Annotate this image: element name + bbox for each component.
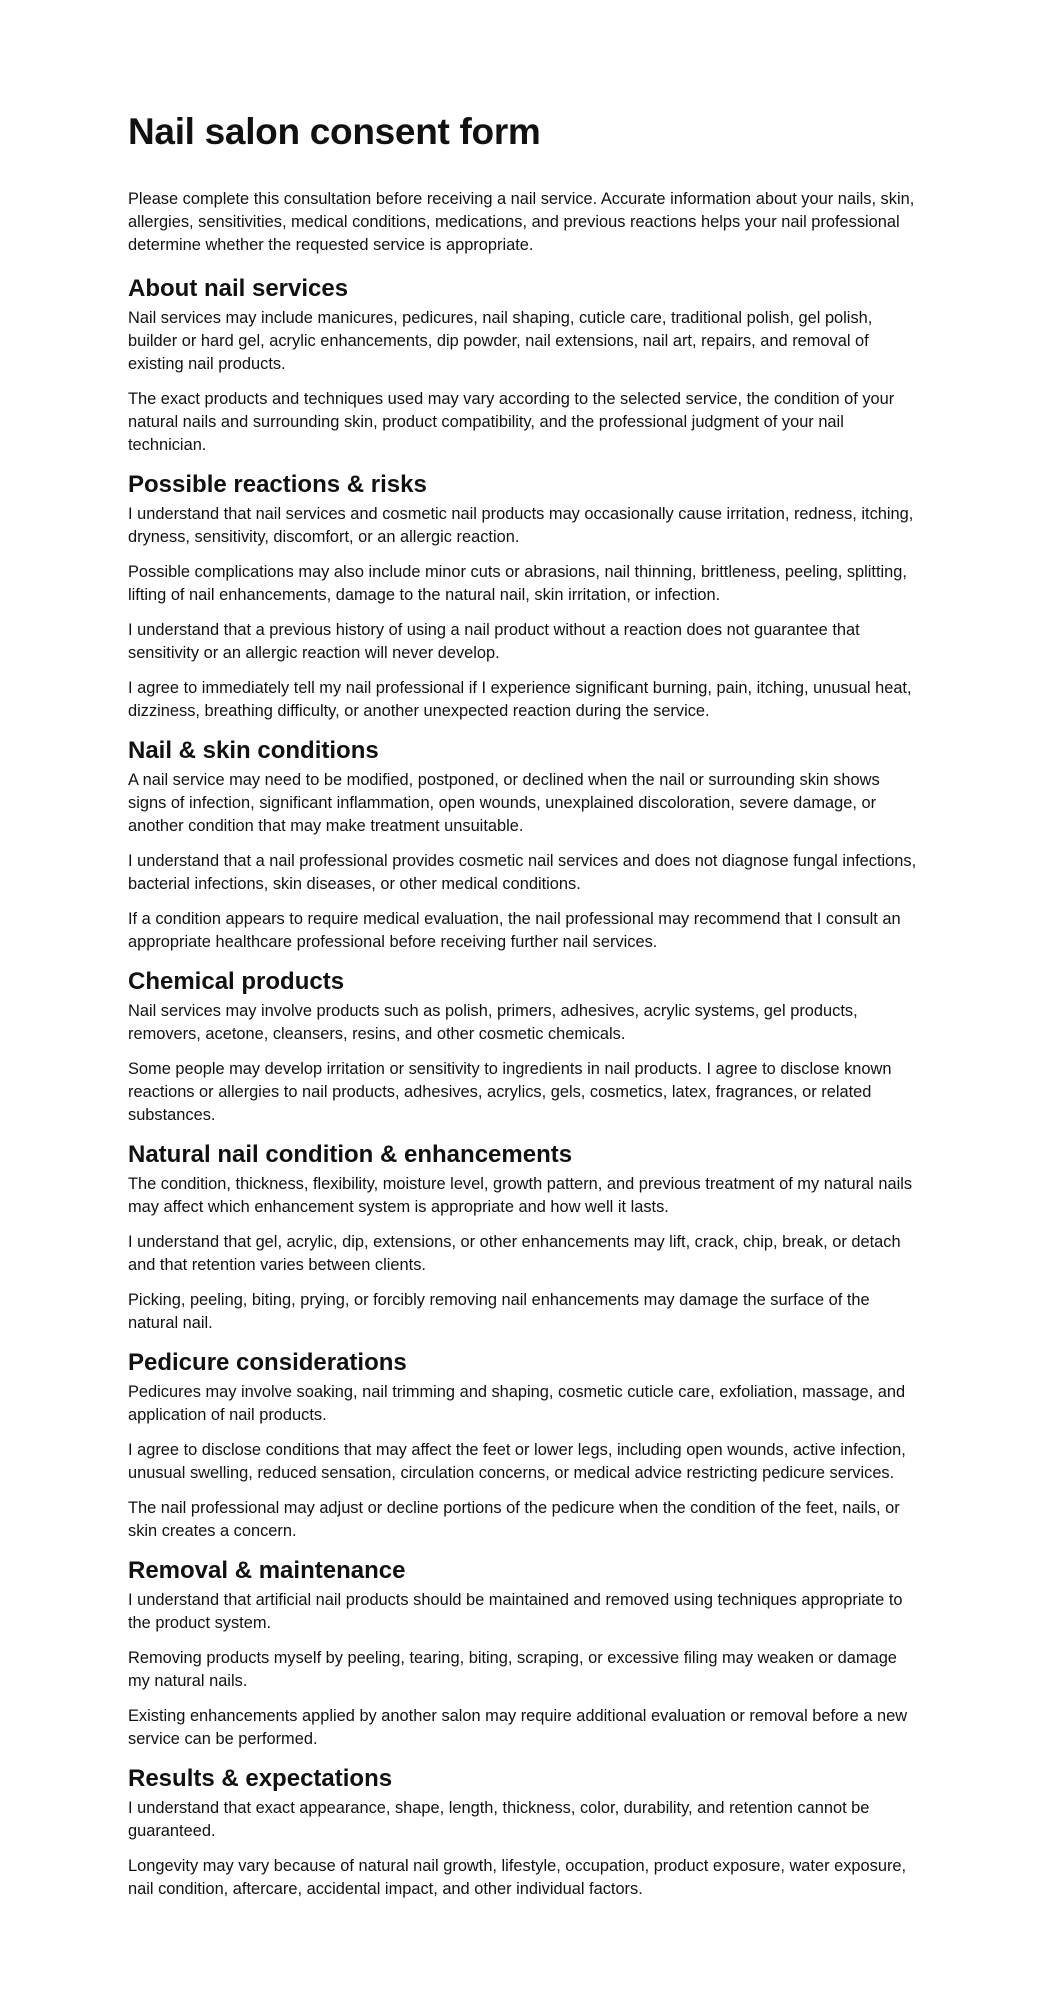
section-paragraph: If a condition appears to require medical evaluation, the nail professional may recommend that I consult an appropriate healthcare professional before receiving further nail services. xyxy=(128,910,901,951)
section-paragraph: I understand that nail services and cosmetic nail products may occasionally cause irritation, redness, itching, dryness, sensitivity, discomfort, or an allergic reaction. xyxy=(128,505,914,546)
intro-paragraph: Please complete this consultation before receiving a nail service. Accurate information about your nails, skin, allergies, sensitivities, medical conditions, medications, and previous reactions helps your nail professional determine whether the requested service is appropriate. xyxy=(128,190,915,254)
section-results-expectations xyxy=(128,1763,918,1901)
section-paragraph: The condition, thickness, flexibility, moisture level, growth pattern, and previous treatment of my natural nails may affect which enhancement system is appropriate and how well it lasts. xyxy=(128,1175,913,1216)
section-natural-nail-condition-enhancements xyxy=(128,1139,918,1335)
section-paragraph: Picking, peeling, biting, prying, or forcibly removing nail enhancements may damage the surface of the natural nail. xyxy=(128,1291,870,1332)
page-title: Nail salon consent form xyxy=(128,111,541,152)
section-paragraph: Possible complications may also include minor cuts or abrasions, nail thinning, brittleness, peeling, splitting, lifting of nail enhancements, damage to the natural nail, skin irritation, or infection. xyxy=(128,563,907,604)
section-removal-maintenance xyxy=(128,1555,918,1751)
form-content xyxy=(128,104,918,1913)
sections-container xyxy=(128,273,918,1901)
section-paragraph: Removing products myself by peeling, tearing, biting, scraping, or excessive filing may weaken or damage my natural nails. xyxy=(128,1649,897,1690)
section-chemical-products xyxy=(128,966,918,1127)
section-paragraph: Nail services may involve products such as polish, primers, adhesives, acrylic systems, gel products, removers, acetone, cleansers, resins, and other cosmetic chemicals. xyxy=(128,1002,858,1043)
section-paragraph: I understand that exact appearance, shape, length, thickness, color, durability, and retention cannot be guaranteed. xyxy=(128,1799,870,1840)
section-paragraph: Existing enhancements applied by another salon may require additional evaluation or removal before a new service can be performed. xyxy=(128,1707,908,1748)
section-paragraph: A nail service may need to be modified, postponed, or declined when the nail or surrounding skin shows signs of infection, significant inflammation, open wounds, unexplained discoloration, severe damage, or another condition that may make treatment unsuitable. xyxy=(128,771,880,835)
section-paragraph: I agree to disclose conditions that may affect the feet or lower legs, including open wounds, active infection, unusual swelling, reduced sensation, circulation concerns, or medical advice restricting pedicure services. xyxy=(128,1441,906,1482)
section-paragraph: Some people may develop irritation or sensitivity to ingredients in nail products. I agree to disclose known reactions or allergies to nail products, adhesives, acrylics, gels, cosmetics, latex, fragrances, or related substances. xyxy=(128,1060,892,1124)
section-heading: Removal & maintenance xyxy=(128,1557,406,1584)
section-heading: Pedicure considerations xyxy=(128,1349,407,1376)
section-paragraph: I understand that gel, acrylic, dip, extensions, or other enhancements may lift, crack, chip, break, or detach and that retention varies between clients. xyxy=(128,1233,901,1274)
section-heading: Possible reactions & risks xyxy=(128,471,427,498)
section-paragraph: The exact products and techniques used may vary according to the selected service, the condition of your natural nails and surrounding skin, product compatibility, and the professional judgment of your nail technician. xyxy=(128,390,895,454)
section-pedicure-considerations xyxy=(128,1347,918,1543)
section-heading: Natural nail condition & enhancements xyxy=(128,1141,573,1168)
section-heading: Nail & skin conditions xyxy=(128,737,379,764)
section-paragraph: I understand that a previous history of using a nail product without a reaction does not guarantee that sensitivity or an allergic reaction will never develop. xyxy=(128,621,860,662)
section-paragraph: I understand that a nail professional provides cosmetic nail services and does not diagnose fungal infections, bacterial infections, skin diseases, or other medical conditions. xyxy=(128,852,917,893)
section-about-nail-services xyxy=(128,273,918,457)
section-paragraph: I agree to immediately tell my nail professional if I experience significant burning, pain, itching, unusual heat, dizziness, breathing difficulty, or another unexpected reaction during the service. xyxy=(128,679,912,720)
section-paragraph: The nail professional may adjust or decline portions of the pedicure when the condition of the feet, nails, or skin creates a concern. xyxy=(128,1499,900,1540)
section-nail-skin-conditions xyxy=(128,735,918,954)
section-heading: About nail services xyxy=(128,275,349,302)
section-heading: Chemical products xyxy=(128,968,345,995)
section-paragraph: Pedicures may involve soaking, nail trimming and shaping, cosmetic cuticle care, exfoliation, massage, and application of nail products. xyxy=(128,1383,906,1424)
section-paragraph: I understand that artificial nail products should be maintained and removed using techniques appropriate to the product system. xyxy=(128,1591,903,1632)
section-heading: Results & expectations xyxy=(128,1765,393,1792)
section-paragraph: Longevity may vary because of natural nail growth, lifestyle, occupation, product exposure, water exposure, nail condition, aftercare, accidental impact, and other individual factors. xyxy=(128,1857,907,1898)
section-possible-reactions-risks xyxy=(128,469,918,723)
section-paragraph: Nail services may include manicures, pedicures, nail shaping, cuticle care, traditional polish, gel polish, builder or hard gel, acrylic enhancements, dip powder, nail extensions, nail art, repairs, and removal of existing nail products. xyxy=(128,309,873,373)
